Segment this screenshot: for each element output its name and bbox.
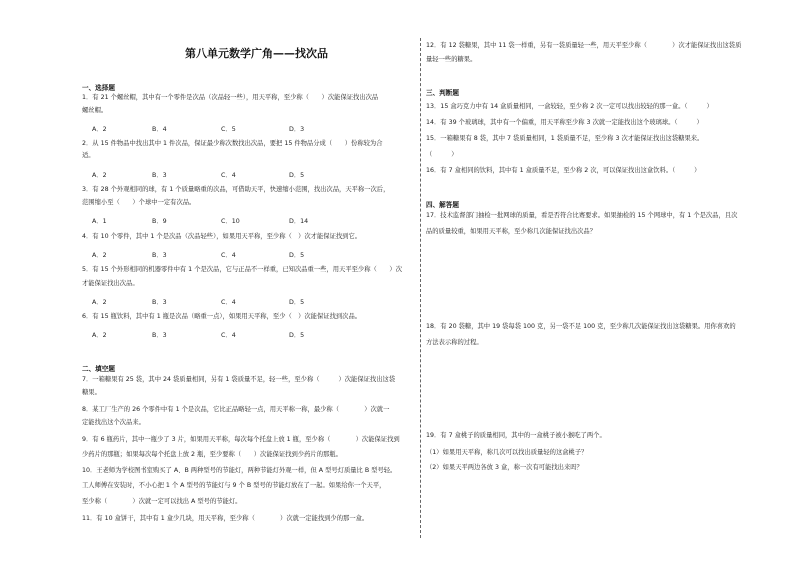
question-line: 6．有 15 瓶饮料，其中有 1 瓶是次品（略重一点），如果用天平称，至少（ ）次能保证找到次品。 — [82, 313, 362, 320]
option: C．4 — [221, 299, 236, 306]
section-heading-answer: 四、解答题 — [426, 201, 459, 209]
page-title: 第八单元数学广角——找次品 — [185, 47, 328, 60]
question-line: 少药片的那瓶；如果每次每个托盘上放 2 瓶，至少要称（ ）次能保证找到少药片的那瓶。 — [82, 451, 342, 458]
column-divider — [420, 38, 421, 538]
option: C．10 — [221, 218, 240, 225]
section-heading-fill: 二、填空题 — [82, 365, 115, 373]
section-heading-judge: 三、判断题 — [426, 89, 459, 97]
question-line: 7．一箱糖果有 25 袋，其中 24 袋质量相同，另有 1 袋质量不足，轻一些，至少称（ ）次能保证找出这袋 — [82, 376, 396, 383]
question-line: 方法表示称的过程。 — [426, 339, 483, 346]
option: B．3 — [152, 299, 167, 306]
option: D．5 — [289, 299, 305, 306]
option: B．3 — [152, 172, 167, 179]
section-heading-choice: 一、选择题 — [82, 84, 115, 92]
question-line: 13．15 盒巧克力中有 14 盒质量相同，一盒较轻，至少称 2 次一定可以找出较轻的那一盒。（ ） — [426, 103, 713, 110]
option: B．9 — [152, 218, 167, 225]
question-line: 14．有 39 个玻璃球，其中有一个偏重，用天平称至少称 3 次就一定能找出这个玻璃球。（ ） — [426, 119, 703, 126]
option: A．2 — [92, 172, 107, 179]
question-line: 19．有 7 盒桃子的质量相同，其中的一盒桃子被小猴吃了两个。 — [426, 432, 606, 439]
question-line: 工人师傅在安装时，不小心把 1 个 A 型号的节能灯与 9 个 B 型号的节能灯放在了一起。如果给你一个天平， — [82, 482, 386, 489]
option: A．1 — [92, 218, 107, 225]
question-line: 1．有 21 个螺丝帽，其中有一个零件是次品（次品轻一些），用天平称，至少称（ ）次能保证找出次品 — [82, 94, 379, 101]
question-line: 15．一箱糖果有 8 袋，其中 7 袋质量相同，1 袋质量不足，至少称 3 次才能保证找出这袋糖果来。 — [426, 135, 704, 142]
question-line: 16．有 7 盒相同的饮料，其中有 1 盒质量不足，至少称 2 次，可以保证找出这盒饮料。（ ） — [426, 167, 701, 174]
option: C．5 — [221, 126, 236, 133]
option: A．2 — [92, 126, 107, 133]
question-line: 适。 — [82, 152, 95, 159]
question-line: 5．有 15 个外形相同的机器零件中有 1 个是次品，它与正品不一样重，已知次品重一些，用天平至少称（ ）次 — [82, 266, 402, 273]
question-line: 8．某工厂生产的 26 个零件中有 1 个是次品，它比正品略轻一点，用天平称一称，最少称（ ）次就一 — [82, 406, 390, 413]
question-line: （ ） — [426, 151, 458, 158]
question-line: （1）如果用天平称，称几次可以找出质量轻的这盒桃子？ — [426, 449, 588, 456]
option: D．5 — [289, 252, 305, 259]
question-line: 才能保证找出次品。 — [82, 280, 139, 287]
option: D．3 — [289, 126, 305, 133]
option: A．2 — [92, 299, 107, 306]
question-line: 定能找出这个次品来。 — [82, 419, 145, 426]
question-line: 12．有 12 袋糖果，其中 11 袋一样重，另有一袋质量轻一些，用天平至少称（ ）次才能保证找出这袋质 — [426, 42, 742, 49]
question-line: 18．有 20 袋糖，其中 19 袋每袋 100 克，另一袋不足 100 克，至少称几次能保证找出这袋糖果。用你喜欢的 — [426, 323, 736, 330]
question-line: 3．有 28 个外观相同的球，有 1 个质量略重的次品，可借助天平，快速缩小范围，找出次品，天平称一次后， — [82, 186, 390, 193]
question-line: 9．有 6 瓶药片，其中一瓶少了 3 片，如果用天平称，每次每个托盘上放 1 瓶，至少称（ ）次能保证找到 — [82, 436, 400, 443]
option: B．3 — [152, 332, 167, 339]
option: A．2 — [92, 252, 107, 259]
question-line: 量轻一些的糖果。 — [426, 56, 477, 63]
question-line: 11．有 10 盒饼干，其中有 1 盒少几块，用天平称，至少称（ ）次就一定能找到少的那一盒。 — [82, 515, 369, 522]
question-line: 2．从 15 件物品中找出其中 1 件次品，保证最少称次数找出次品，要把 15 件物品分成（ ）份称较为合 — [82, 140, 383, 147]
question-line: 至少称（ ）次就一定可以找出 A 型号的节能灯。 — [82, 498, 242, 505]
question-line: 17．技术监督部门抽检一批网球的质量，看是否符合比赛要求。如果抽检的 15 个网球中，有 1 个是次品，且次 — [426, 212, 738, 219]
question-line: 10．王老师为学校图书室购买了 A、B 两种型号的节能灯，两种节能灯外观一样，但 A 型号灯质量比 B 型号轻。 — [82, 467, 397, 474]
option: C．4 — [221, 252, 236, 259]
option: B．3 — [152, 252, 167, 259]
question-line: 螺丝帽。 — [82, 107, 108, 114]
option: D．14 — [289, 218, 309, 225]
question-line: 4．有 10 个零件，其中 1 个是次品（次品轻些），如果用天平称，至少称（ ）次才能保证找到它。 — [82, 233, 362, 240]
option: D．5 — [289, 332, 305, 339]
option: C．4 — [221, 332, 236, 339]
option: C．4 — [221, 172, 236, 179]
question-line: 糖果。 — [82, 389, 101, 396]
question-line: 范围缩小至（ ）个球中一定有次品。 — [82, 199, 196, 206]
option: D．5 — [289, 172, 305, 179]
option: B．4 — [152, 126, 167, 133]
question-line: 品的质量较重，如果用天平称，至少称几次能保证找出次品？ — [426, 228, 597, 235]
option: A．2 — [92, 332, 107, 339]
question-line: （2）如果天平两边各放 3 盒，称一次有可能找出来吗？ — [426, 464, 583, 471]
